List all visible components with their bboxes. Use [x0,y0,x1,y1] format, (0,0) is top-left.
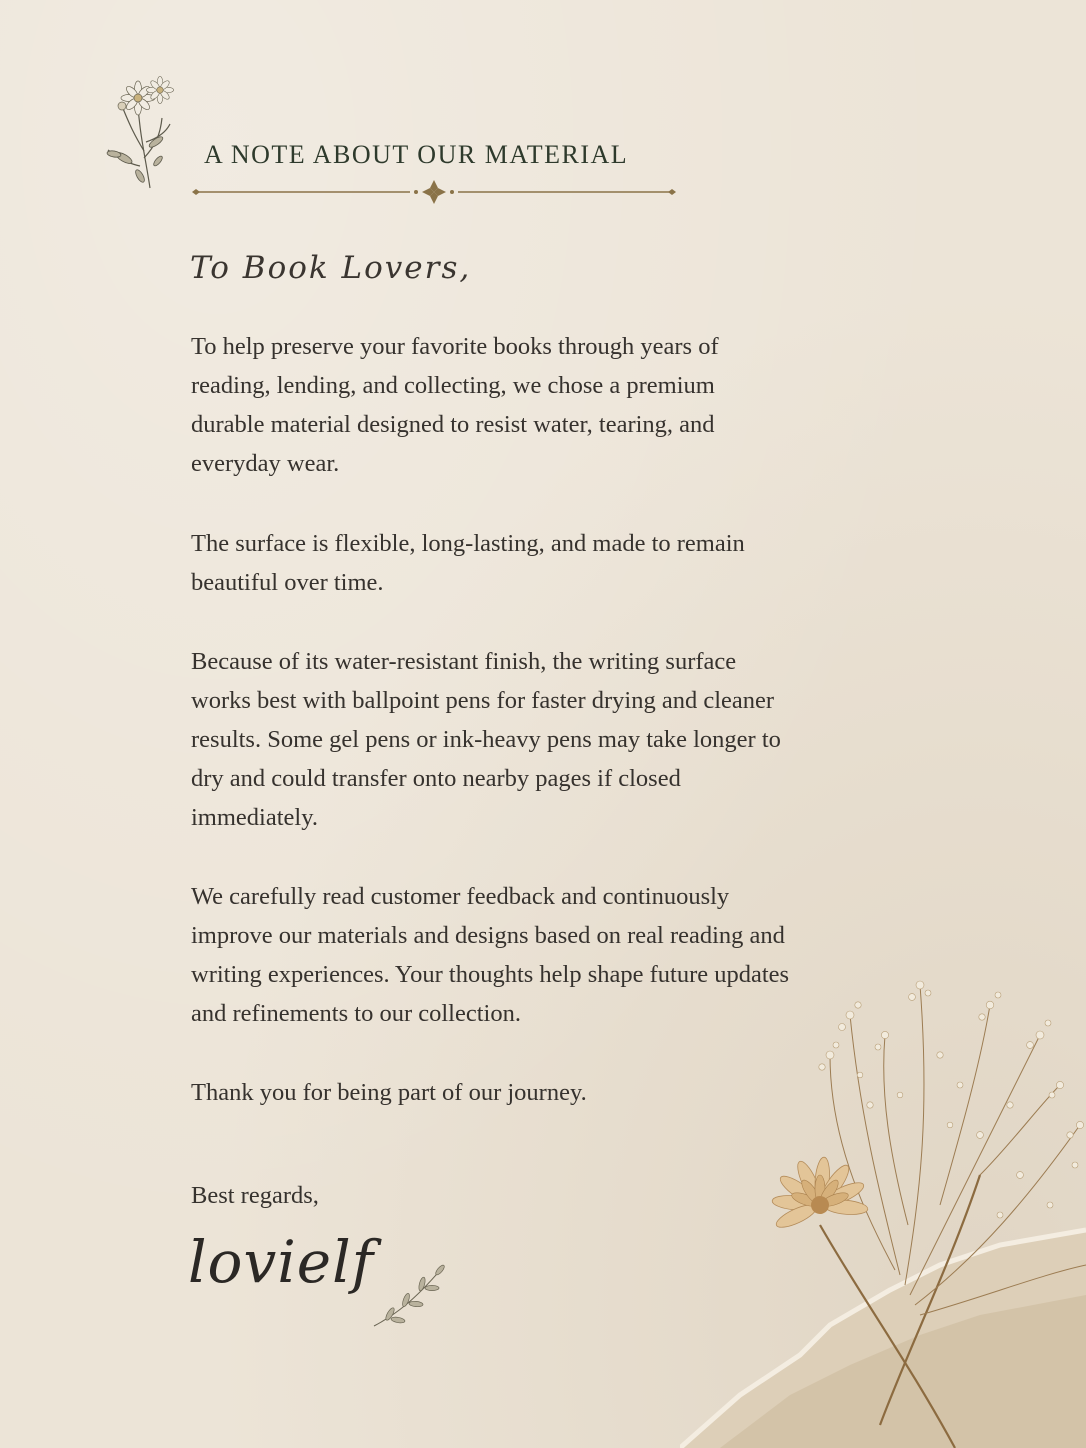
closing: Best regards, [191,1182,319,1209]
paragraph-4: We carefully read customer feedback and continuously improve our materials and designs based on real reading and writing experiences. Your thoughts help shape future updates and refinements to our collection. [191,883,790,1027]
daisy-sprig-icon [100,66,190,191]
paragraph-2: The surface is flexible, long-lasting, and made to remain beautiful over time. [191,530,745,596]
page-title: A NOTE ABOUT OUR MATERIAL [204,140,629,169]
paragraph-5: Thank you for being part of our journey. [191,1079,587,1106]
dried-flower-bouquet-icon [680,975,1086,1448]
paragraph-1: To help preserve your favorite books through years of reading, lending, and collecting, we chose a premium durable material designed to resist water, tearing, and everyday wear. [191,333,719,477]
ornamental-divider-icon [190,178,678,206]
leaf-sprig-icon [370,1260,450,1332]
signature: lovielf [188,1228,375,1296]
salutation: To Book Lovers, [190,250,472,286]
paragraph-3: Because of its water-resistant finish, the writing surface works best with ballpoint pens for faster drying and cleaner results. Some gel pens or ink-heavy pens may take longer to dry and could transfer onto nearby pages if closed immediately. [191,648,781,831]
